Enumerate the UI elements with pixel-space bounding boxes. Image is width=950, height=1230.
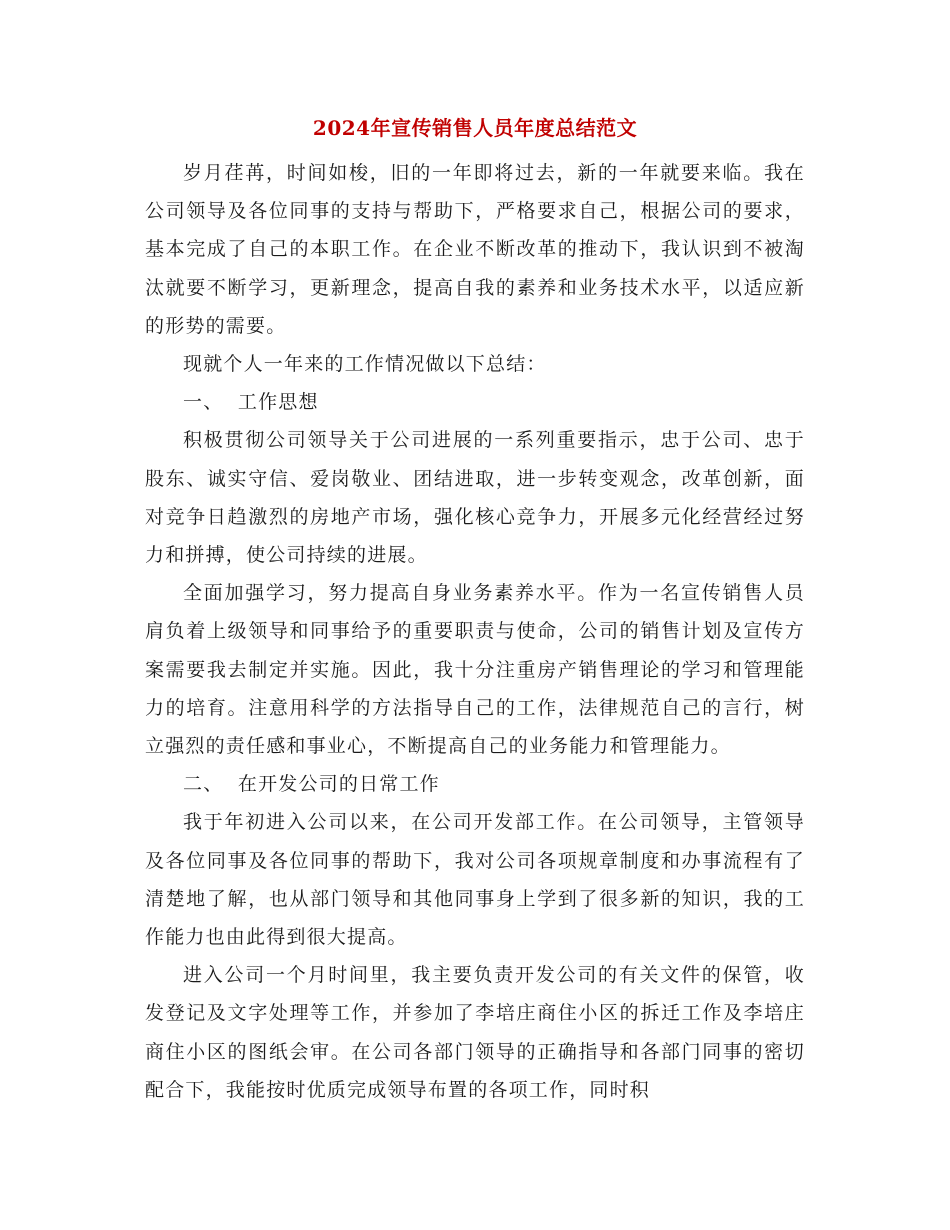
paragraph-intro: 岁月荏苒，时间如梭，旧的一年即将过去，新的一年就要来临。我在公司领导及各位同事的支持与帮助下，严格要求自己，根据公司的要求，基本完成了自己的本职工作。在企业不断改革的推动下，我认识到不被淘汰就要不断学习，更新理念，提高自我的素养和业务技术水平，以适应新的形势的需要。 bbox=[145, 162, 805, 337]
paragraph-work-thought: 积极贯彻公司领导关于公司进展的一系列重要指示，忠于公司、忠于股东、诚实守信、爱岗敬业、团结进取，进一步转变观念，改革创新，面对竞争日趋激烈的房地产市场，强化核心竞争力，开展多元化经营经过努力和拼搏，使公司持续的进展。 bbox=[145, 429, 805, 567]
document-title: 2024年宣传销售人员年度总结范文 bbox=[312, 116, 638, 140]
section-heading-2: 二、 在开发公司的日常工作 bbox=[183, 773, 440, 796]
paragraph-daily-work: 我于年初进入公司以来，在公司开发部工作。在公司领导，主管领导及各位同事及各位同事的帮助下，我对公司各项规章制度和办事流程有了清楚地了解，也从部门领导和其他同事身上学到了很多新的知识，我的工作能力也由此得到很大提高。 bbox=[145, 811, 805, 949]
section-heading-1: 一、 工作思想 bbox=[183, 391, 319, 414]
paragraph-summary-lead: 现就个人一年来的工作情况做以下总结： bbox=[183, 353, 547, 376]
document-page bbox=[145, 108, 805, 1109]
paragraph-first-month: 进入公司一个月时间里，我主要负责开发公司的有关文件的保管，收发登记及文字处理等工作，并参加了李培庄商住小区的拆迁工作及李培庄商住小区的图纸会审。在公司各部门领导的正确指导和各部门同事的密切配合下，我能按时优质完成领导布置的各项工作，同时积 bbox=[145, 964, 805, 1101]
paragraph-study: 全面加强学习，努力提高自身业务素养水平。作为一名宣传销售人员肩负着上级领导和同事给予的重要职责与使命，公司的销售计划及宣传方案需要我去制定并实施。因此，我十分注重房产销售理论的学习和管理能力的培育。注意用科学的方法指导自己的工作，法律规范自己的言行，树立强烈的责任感和事业心，不断提高自己的业务能力和管理能力。 bbox=[145, 582, 805, 758]
